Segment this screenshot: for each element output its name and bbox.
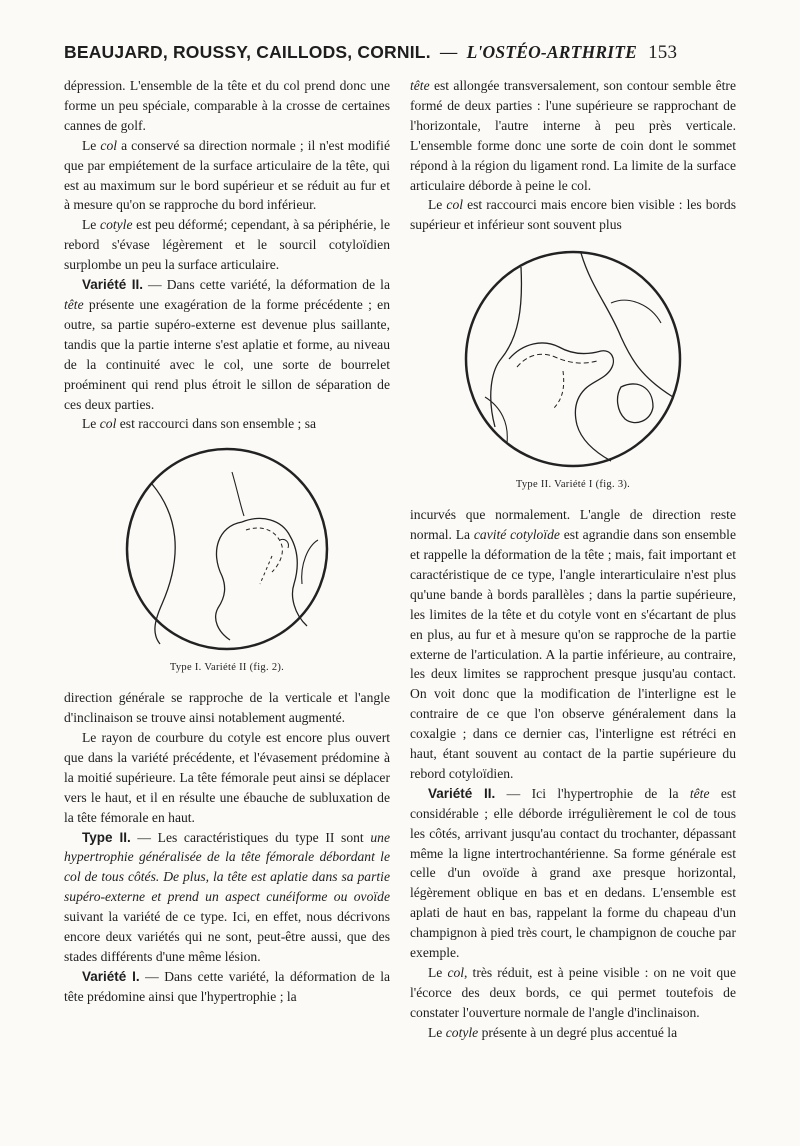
header-separator: — bbox=[439, 42, 458, 62]
section-heading: Type II. bbox=[82, 829, 131, 845]
figure-2-caption: Type I. Variété II (fig. 2). bbox=[169, 662, 285, 674]
paragraph: dépression. L'ensemble de la tête et du col prend donc une forme un peu spéciale, comparable à la crosse de certaines cannes de golf. bbox=[64, 78, 390, 133]
header-authors: BEAUJARD, ROUSSY, CAILLODS, CORNIL. bbox=[64, 42, 431, 62]
paragraph: Le cotyle est peu déformé; cependant, à sa périphérie, le rebord s'évase légèrement et le sourcil cotyloïdien surplombe un peu la surface articulaire. bbox=[64, 217, 390, 273]
left-column bbox=[64, 76, 390, 1007]
paragraph: Le col est raccourci dans son ensemble ; sa bbox=[82, 416, 317, 432]
header-running-title: L'OSTÉO-ARTHRITE bbox=[466, 42, 638, 62]
right-column bbox=[410, 76, 736, 1043]
paragraph: Le col, très réduit, est à peine visible : on ne voit que l'écorce des deux bords, ce qui permet toutefois de constater l'ouverture normale de l'angle d'inclinaison. bbox=[410, 965, 736, 1020]
figure-2 bbox=[64, 444, 390, 678]
paragraph: Le col est raccourci mais encore bien visible : les bords supérieur et inférieur sont souvent plus bbox=[410, 197, 736, 233]
figure-3 bbox=[410, 247, 736, 495]
paragraph: Le col a conservé sa direction normale ; il n'est modifié que par empiétement de la surface articulaire de la tête, qui est au maximum sur le bord supérieur et se réduit au fur et à mesure qu'on se rapproche du bord inférieur. bbox=[64, 137, 390, 213]
paragraph: incurvés que normalement. L'angle de direction reste normal. La cavité cotyloïde est agrandie dans son ensemble et rappelle la déformation de la tête ; mais, fait important et caractéristique de ce type, l'angle interarticulaire n'est plus qu'une bande à bords parallèles ; dans la partie supérieure, les limites de la tête et du cotyle vont en s'écartant de plus en plus, au fur et à mesure qu'on se rapproche de la partie externe de l'articulation. A la partie inférieure, au contraire, les deux limites se rapprochent presque jusqu'au contact. On voit donc que la modification de l'interligne est le contraire de ce que l'on observe généralement dans la coxalgie ; dans ce dernier cas, l'interligne est rétréci en haut, étant souvent au contact de la partie supérieure du rebord cotyloïdien. bbox=[410, 507, 736, 781]
radiograph-drawing-fig-3 bbox=[461, 247, 685, 471]
paragraph: Le rayon de courbure du cotyle est encore plus ouvert que dans la variété précédente, et l'évasement prédomine à la moitié supérieure. La tête fémorale peut ainsi se déplacer vers le haut, et il en résulte une ébauche de subluxation de la tête fémorale en haut. bbox=[64, 730, 390, 825]
section-heading: Variété II. bbox=[82, 277, 143, 293]
paragraph: Variété II. — Dans cette variété, la déformation de la tête présente une exagération de la forme précédente ; en outre, sa partie supéro-externe est devenue plus saillante, tandis que la partie interne s'est aplatie et forme, au niveau de la continuité avec le col, une sorte de bourrelet proéminent qui rend plus étroit le sillon de séparation de ces deux parties. bbox=[64, 277, 390, 412]
paragraph: Le cotyle présente à un degré plus accentué la bbox=[428, 1024, 678, 1040]
radiograph-drawing-fig-2 bbox=[122, 444, 332, 654]
paragraph: Type II. — Les caractéristiques du type II sont une hypertrophie généralisée de la tête fémorale débordant le col de tous côtés. De plus, la tête est aplatie dans sa partie supéro-externe et prend un aspect cunéiforme ou ovoïde suivant la variété de ce type. Ici, en effet, nous décrivons encore deux variétés qui ne sont, peut-être aussi, que des stades différents d'une même lésion. bbox=[64, 829, 390, 964]
figure-3-caption: Type II. Variété I (fig. 3). bbox=[515, 479, 631, 491]
running-header bbox=[64, 42, 734, 72]
section-heading: Variété II. bbox=[428, 785, 496, 801]
page-number: 153 bbox=[648, 42, 678, 63]
paragraph: tête est allongée transversalement, son contour semble être formé de deux parties : l'une supérieure se rapprochant de l'horizontale, l'autre interne à peu près verticale. L'ensemble forme donc une sorte de coin dont le sommet répond à la région du ligament rond. La limite de la surface articulaire déborde à peine le col. bbox=[410, 78, 736, 193]
paragraph: Variété II. — Ici l'hypertrophie de la tête est considérable ; elle déborde irrégulièrement le col de tous les côtés, arrivant jusqu'au contact du trochanter, dépassant même la ligne intertrochantérienne. Sa forme générale est celle d'un ovoïde à grand axe presque horizontal, légèrement oblique en bas et en dedans. L'ensemble est aplati de haut en bas, rappelant la forme du chapeau d'un champignon à pied très court, le champignon de couche par exemple. bbox=[410, 785, 736, 961]
paragraph: direction générale se rapproche de la verticale et l'angle d'inclinaison se trouve ainsi notablement augmenté. bbox=[64, 690, 390, 726]
paragraph: Variété I. — Dans cette variété, la déformation de la tête prédomine ainsi que l'hypertrophie ; la bbox=[64, 968, 390, 1004]
section-heading: Variété I. bbox=[82, 968, 140, 984]
